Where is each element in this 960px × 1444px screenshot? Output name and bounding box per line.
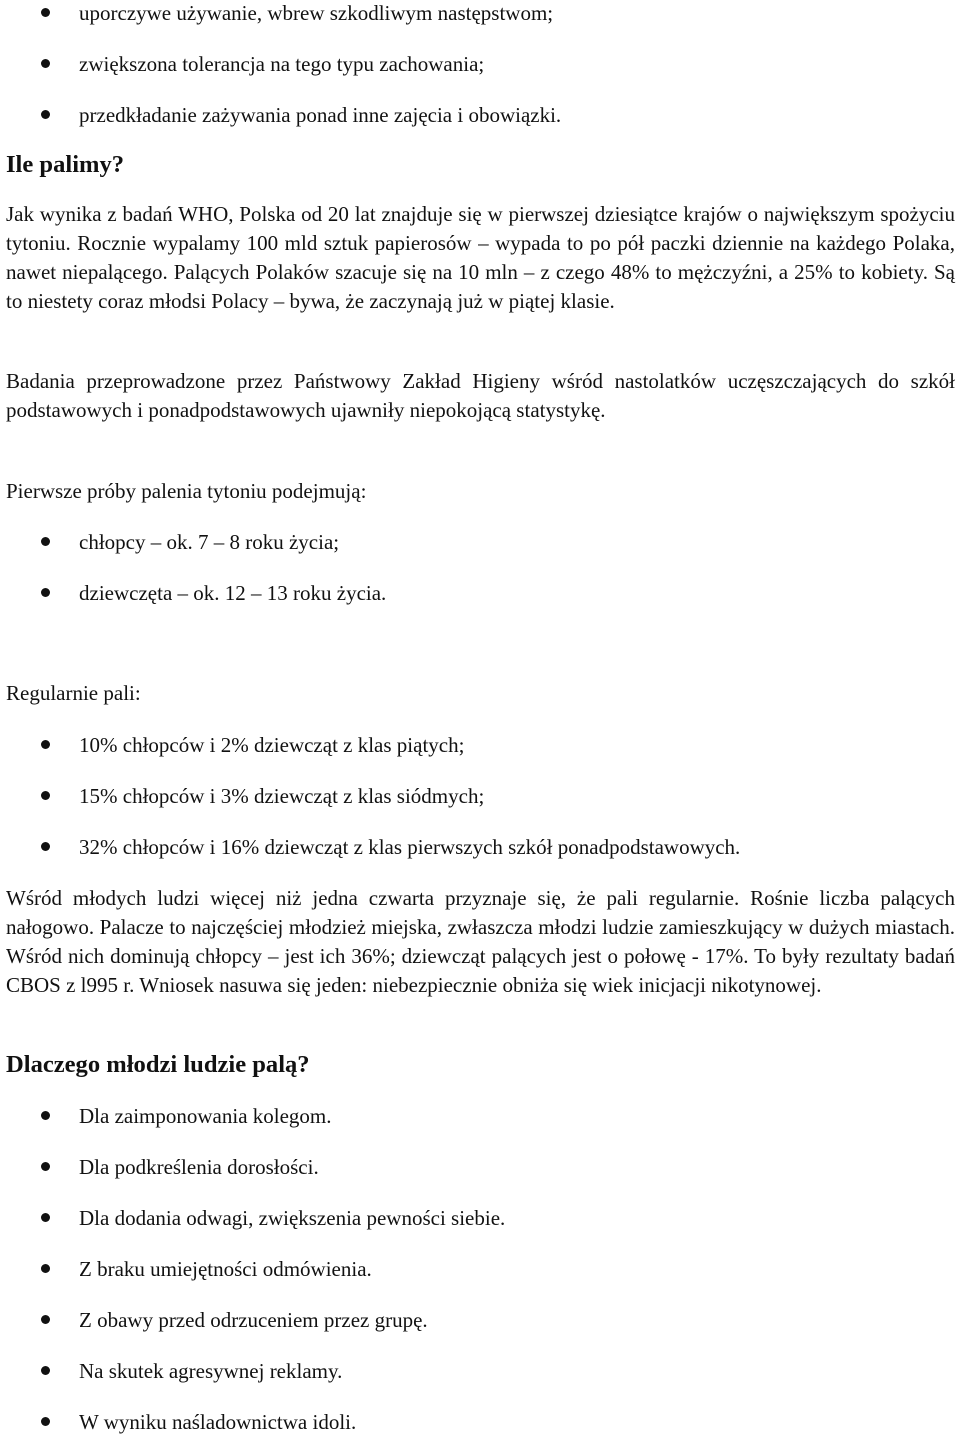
list-item: dziewczęta – ok. 12 – 13 roku życia. (0, 580, 386, 606)
list-item: 32% chłopców i 16% dziewcząt z klas pierwszych szkół ponadpodstawowych. (0, 834, 740, 860)
heading-dlaczego: Dlaczego młodzi ludzie palą? (6, 1051, 310, 1078)
list-item: W wyniku naśladownictwa idoli. (0, 1409, 505, 1435)
paragraph-wsrod: Wśród młodych ludzi więcej niż jedna czwarta przyznaje się, że pali regularnie. Rośnie liczba palących nałogowo. Palacze to najczęściej młodzież miejska, zwłaszcza młodzi ludzie zamieszkujący w dużych miastach. Wśród nich dominują chłopcy – jest ich 36%; dziewcząt palących jest o połowę - 17%. To były rezultaty badań CBOS z l995 r. Wniosek nasuwa się jeden: niebezpiecznie obniża się wiek inicjacji nikotynowej. (6, 886, 955, 997)
list-item: 15% chłopców i 3% dziewcząt z klas siódmych; (0, 783, 740, 809)
list-item: przedkładanie zażywania ponad inne zajęcia i obowiązki. (0, 102, 561, 128)
list-item: zwiększona tolerancja na tego typu zachowania; (0, 51, 561, 77)
list-item: Z braku umiejętności odmówienia. (0, 1256, 505, 1282)
addiction-criteria-list (0, 0, 561, 128)
list-item: Na skutek agresywnej reklamy. (0, 1358, 505, 1384)
list-item: 10% chłopców i 2% dziewcząt z klas piątych; (0, 732, 740, 758)
list-item: Dla podkreślenia dorosłości. (0, 1154, 505, 1180)
heading-ile-palimy: Ile palimy? (6, 151, 125, 178)
list-item: chłopcy – ok. 7 – 8 roku życia; (0, 529, 386, 555)
first-attempts-list (0, 529, 386, 606)
paragraph-who: Jak wynika z badań WHO, Polska od 20 lat znajduje się w pierwszej dziesiątce krajów o największym spożyciu tytoniu. Rocznie wypalamy 100 mld sztuk papierosów – wypada to po pół paczki dziennie na każdego Polaka, nawet niepalącego. Palących Polaków szacuje się na 10 mln – z czego 48% to mężczyźni, a 25% to kobiety. Są to niestety coraz młodsi Polacy – bywa, że zaczynają już w piątej klasie. (6, 202, 955, 313)
list-item: uporczywe używanie, wbrew szkodliwym następstwom; (0, 0, 561, 26)
regular-smoking-list (0, 732, 740, 860)
paragraph-badania: Badania przeprowadzone przez Państwowy Zakład Higieny wśród nastolatków uczęszczających do szkół podstawowych i ponadpodstawowych ujawniły niepokojącą statystykę. (6, 369, 955, 422)
list-item: Dla zaimponowania kolegom. (0, 1103, 505, 1129)
label-regular-smoking: Regularnie pali: (6, 681, 141, 705)
list-item: Z obawy przed odrzuceniem przez grupę. (0, 1307, 505, 1333)
reasons-list (0, 1103, 505, 1435)
label-first-attempts: Pierwsze próby palenia tytoniu podejmują: (6, 479, 367, 503)
list-item: Dla dodania odwagi, zwiększenia pewności siebie. (0, 1205, 505, 1231)
